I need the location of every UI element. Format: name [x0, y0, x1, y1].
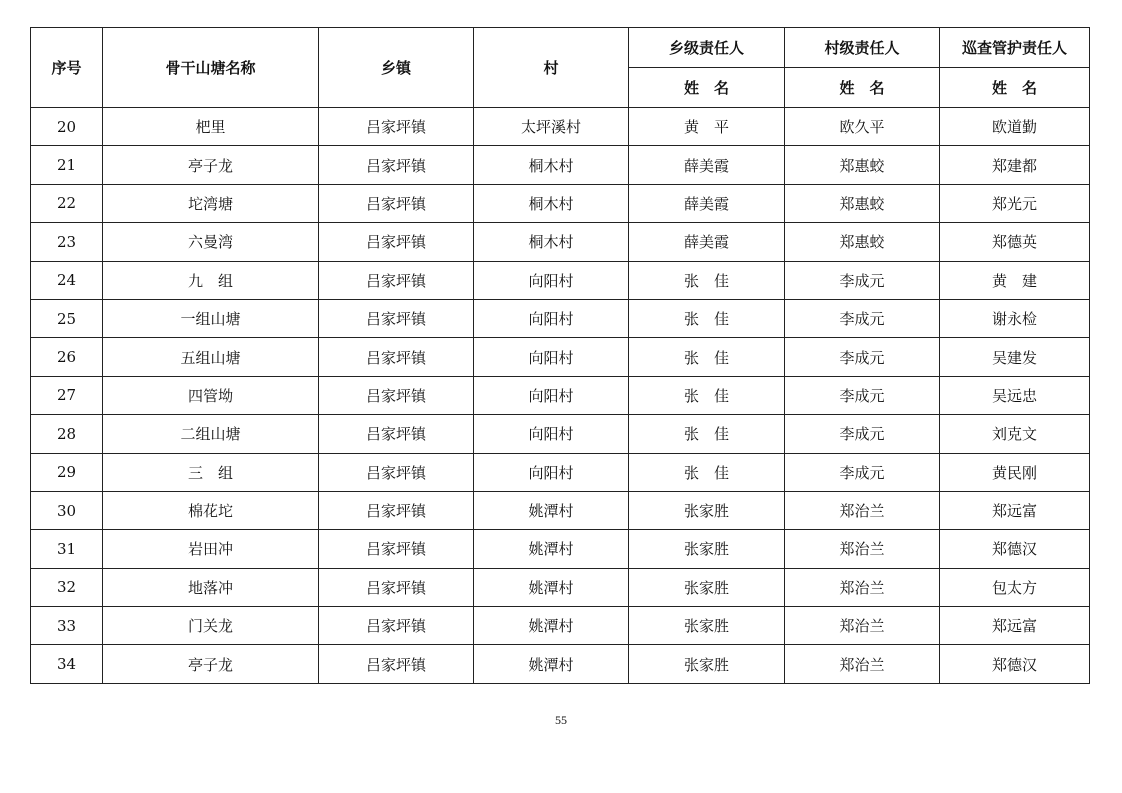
cell-township: 吕家坪镇 [319, 415, 474, 453]
cell-patrol-resp: 郑远富 [940, 491, 1090, 529]
cell-patrol-resp: 郑建都 [940, 146, 1090, 184]
cell-patrol-resp: 刘克文 [940, 415, 1090, 453]
cell-seq: 27 [31, 376, 103, 414]
cell-township-resp: 张 佳 [629, 261, 785, 299]
cell-village-resp: 李成元 [785, 376, 940, 414]
table-row [31, 491, 1090, 529]
header-patrol-resp: 巡查管护责任人 [940, 28, 1090, 68]
cell-pond-name: 坨湾塘 [103, 184, 319, 222]
table-row [31, 146, 1090, 184]
cell-seq: 34 [31, 645, 103, 683]
cell-village-resp: 李成元 [785, 415, 940, 453]
cell-seq: 24 [31, 261, 103, 299]
cell-pond-name: 杷里 [103, 108, 319, 146]
cell-village-resp: 郑惠蛟 [785, 223, 940, 261]
cell-village: 桐木村 [474, 146, 629, 184]
cell-patrol-resp: 郑光元 [940, 184, 1090, 222]
cell-pond-name: 地落冲 [103, 568, 319, 606]
cell-township-resp: 张 佳 [629, 299, 785, 337]
cell-village-resp: 李成元 [785, 453, 940, 491]
cell-patrol-resp: 欧道勤 [940, 108, 1090, 146]
cell-village-resp: 郑惠蛟 [785, 184, 940, 222]
header-seq: 序号 [31, 28, 103, 108]
cell-village: 桐木村 [474, 223, 629, 261]
cell-seq: 26 [31, 338, 103, 376]
table-row [31, 223, 1090, 261]
cell-township: 吕家坪镇 [319, 607, 474, 645]
table-row [31, 108, 1090, 146]
cell-pond-name: 三 组 [103, 453, 319, 491]
cell-seq: 21 [31, 146, 103, 184]
cell-township: 吕家坪镇 [319, 376, 474, 414]
cell-township: 吕家坪镇 [319, 645, 474, 683]
table-row [31, 645, 1090, 683]
cell-village: 姚潭村 [474, 491, 629, 529]
reservoir-responsibility-table [30, 27, 1090, 684]
table-row [31, 376, 1090, 414]
cell-patrol-resp: 郑德英 [940, 223, 1090, 261]
cell-township: 吕家坪镇 [319, 223, 474, 261]
table-body [31, 108, 1090, 684]
cell-patrol-resp: 郑德汉 [940, 645, 1090, 683]
cell-township-resp: 张家胜 [629, 568, 785, 606]
cell-village-resp: 郑治兰 [785, 568, 940, 606]
cell-township-resp: 薛美霞 [629, 146, 785, 184]
cell-pond-name: 二组山塘 [103, 415, 319, 453]
cell-seq: 28 [31, 415, 103, 453]
cell-pond-name: 亭子龙 [103, 645, 319, 683]
cell-township-resp: 黄 平 [629, 108, 785, 146]
cell-village-resp: 李成元 [785, 338, 940, 376]
cell-township: 吕家坪镇 [319, 184, 474, 222]
cell-pond-name: 一组山塘 [103, 299, 319, 337]
cell-village-resp: 郑治兰 [785, 491, 940, 529]
cell-patrol-resp: 吴建发 [940, 338, 1090, 376]
table-row [31, 184, 1090, 222]
cell-patrol-resp: 包太方 [940, 568, 1090, 606]
cell-pond-name: 岩田冲 [103, 530, 319, 568]
cell-village: 向阳村 [474, 453, 629, 491]
cell-township: 吕家坪镇 [319, 568, 474, 606]
table-row [31, 568, 1090, 606]
header-name-label-village: 姓 名 [785, 68, 940, 108]
header-name-label-patrol: 姓 名 [940, 68, 1090, 108]
cell-village: 向阳村 [474, 299, 629, 337]
cell-village-resp: 李成元 [785, 299, 940, 337]
cell-pond-name: 亭子龙 [103, 146, 319, 184]
header-pond-name: 骨干山塘名称 [103, 28, 319, 108]
cell-township: 吕家坪镇 [319, 530, 474, 568]
cell-village: 姚潭村 [474, 607, 629, 645]
cell-village-resp: 郑治兰 [785, 645, 940, 683]
cell-seq: 22 [31, 184, 103, 222]
page-number: 55 [555, 713, 567, 727]
cell-township-resp: 张家胜 [629, 607, 785, 645]
cell-township-resp: 张 佳 [629, 453, 785, 491]
cell-village-resp: 郑治兰 [785, 607, 940, 645]
header-row-top [31, 28, 1090, 68]
cell-pond-name: 四管坳 [103, 376, 319, 414]
cell-village: 姚潭村 [474, 568, 629, 606]
table-row [31, 607, 1090, 645]
table-row [31, 338, 1090, 376]
header-name-label-township: 姓 名 [629, 68, 785, 108]
table-header [31, 28, 1090, 108]
cell-township-resp: 张 佳 [629, 415, 785, 453]
cell-patrol-resp: 黄民刚 [940, 453, 1090, 491]
cell-pond-name: 棉花坨 [103, 491, 319, 529]
cell-seq: 20 [31, 108, 103, 146]
cell-village: 桐木村 [474, 184, 629, 222]
cell-village: 向阳村 [474, 261, 629, 299]
cell-village-resp: 欧久平 [785, 108, 940, 146]
cell-pond-name: 六曼湾 [103, 223, 319, 261]
cell-patrol-resp: 谢永检 [940, 299, 1090, 337]
cell-township: 吕家坪镇 [319, 261, 474, 299]
table-row [31, 415, 1090, 453]
cell-village-resp: 李成元 [785, 261, 940, 299]
cell-township-resp: 薛美霞 [629, 223, 785, 261]
cell-pond-name: 五组山塘 [103, 338, 319, 376]
cell-township-resp: 张家胜 [629, 491, 785, 529]
cell-seq: 33 [31, 607, 103, 645]
cell-township: 吕家坪镇 [319, 491, 474, 529]
cell-township-resp: 张 佳 [629, 376, 785, 414]
table-row [31, 299, 1090, 337]
cell-village-resp: 郑治兰 [785, 530, 940, 568]
cell-seq: 23 [31, 223, 103, 261]
cell-village: 向阳村 [474, 376, 629, 414]
header-village: 村 [474, 28, 629, 108]
cell-village: 姚潭村 [474, 645, 629, 683]
cell-seq: 31 [31, 530, 103, 568]
cell-township: 吕家坪镇 [319, 146, 474, 184]
cell-village: 姚潭村 [474, 530, 629, 568]
cell-township-resp: 薛美霞 [629, 184, 785, 222]
cell-village: 向阳村 [474, 338, 629, 376]
cell-township: 吕家坪镇 [319, 453, 474, 491]
cell-pond-name: 门关龙 [103, 607, 319, 645]
cell-patrol-resp: 郑德汉 [940, 530, 1090, 568]
header-village-resp: 村级责任人 [785, 28, 940, 68]
cell-township: 吕家坪镇 [319, 299, 474, 337]
cell-pond-name: 九 组 [103, 261, 319, 299]
cell-village: 太坪溪村 [474, 108, 629, 146]
cell-patrol-resp: 吴远忠 [940, 376, 1090, 414]
cell-village: 向阳村 [474, 415, 629, 453]
cell-seq: 30 [31, 491, 103, 529]
table-row [31, 453, 1090, 491]
cell-patrol-resp: 郑远富 [940, 607, 1090, 645]
cell-seq: 25 [31, 299, 103, 337]
cell-village-resp: 郑惠蛟 [785, 146, 940, 184]
cell-seq: 29 [31, 453, 103, 491]
cell-township-resp: 张家胜 [629, 645, 785, 683]
cell-seq: 32 [31, 568, 103, 606]
cell-patrol-resp: 黄 建 [940, 261, 1090, 299]
table-row [31, 261, 1090, 299]
cell-township: 吕家坪镇 [319, 338, 474, 376]
header-township-resp: 乡级责任人 [629, 28, 785, 68]
cell-township: 吕家坪镇 [319, 108, 474, 146]
cell-township-resp: 张家胜 [629, 530, 785, 568]
cell-township-resp: 张 佳 [629, 338, 785, 376]
table-row [31, 530, 1090, 568]
header-township: 乡镇 [319, 28, 474, 108]
